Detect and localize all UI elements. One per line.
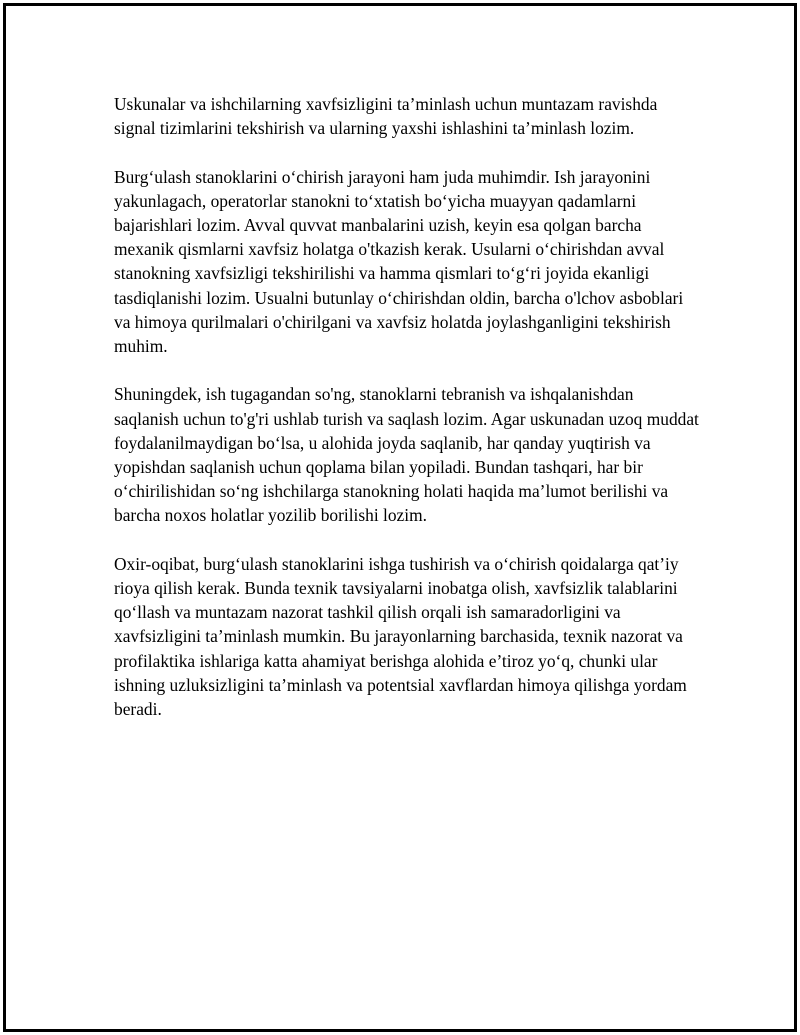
document-body	[114, 92, 699, 721]
paragraph-3: Shuningdek, ish tugagandan so'ng, stanoklarni tebranish va ishqalanishdan saqlanish uchun to'g'ri ushlab turish va saqlash lozim. Agar uskunadan uzoq muddat foydalanilmaydigan bo‘lsa, u alohida joyda saqlanib, har qanday yuqtirish va yopishdan saqlanish uchun qoplama bilan yopiladi. Bundan tashqari, har bir o‘chirilishidan so‘ng ishchilarga stanokning holati haqida ma’lumot berilishi va barcha noxos holatlar yozilib borilishi lozim.	[114, 384, 699, 526]
paragraph-2: Burg‘ulash stanoklarini o‘chirish jarayoni ham juda muhimdir. Ish jarayonini yakunlagach, operatorlar stanokni to‘xtatish bo‘yicha muayyan qadamlarni bajarishlari lozim. Avval quvvat manbalarini uzish, keyin esa qolgan barcha mexanik qismlarni xavfsiz holatga o'tkazish kerak. Usularni o‘chirishdan avval stanokning xavfsizligi tekshirilishi va hamma qismlari to‘g‘ri joyida ekanligi tasdiqlanishi lozim. Usualni butunlay o‘chirishdan oldin, barcha o'lchov asboblari va himoya qurilmalari o'chirilgani va xavfsiz holatda joylashganligini tekshirish muhim.	[114, 166, 684, 357]
paragraph-1: Uskunalar va ishchilarning xavfsizligini ta’minlash uchun muntazam ravishda signal tizimlarini tekshirish va ularning yaxshi ishlashini ta’minlash lozim.	[114, 94, 658, 139]
paragraph-4: Oxir-oqibat, burg‘ulash stanoklarini ishga tushirish va o‘chirish qoidalarga qat’iy rioya qilish kerak. Bunda texnik tavsiyalarni inobatga olish, xavfsizlik talablarini qo‘llash va muntazam nazorat tashkil qilish orqali ish samaradorligini va xavfsizligini ta’minlash mumkin. Bu jarayonlarning barchasida, texnik nazorat va profilaktika ishlariga katta ahamiyat berishga alohida e’tiroz yo‘q, chunki ular ishning uzluksizligini ta’minlash va potentsial xavflardan himoya qilishga yordam beradi.	[114, 553, 687, 720]
